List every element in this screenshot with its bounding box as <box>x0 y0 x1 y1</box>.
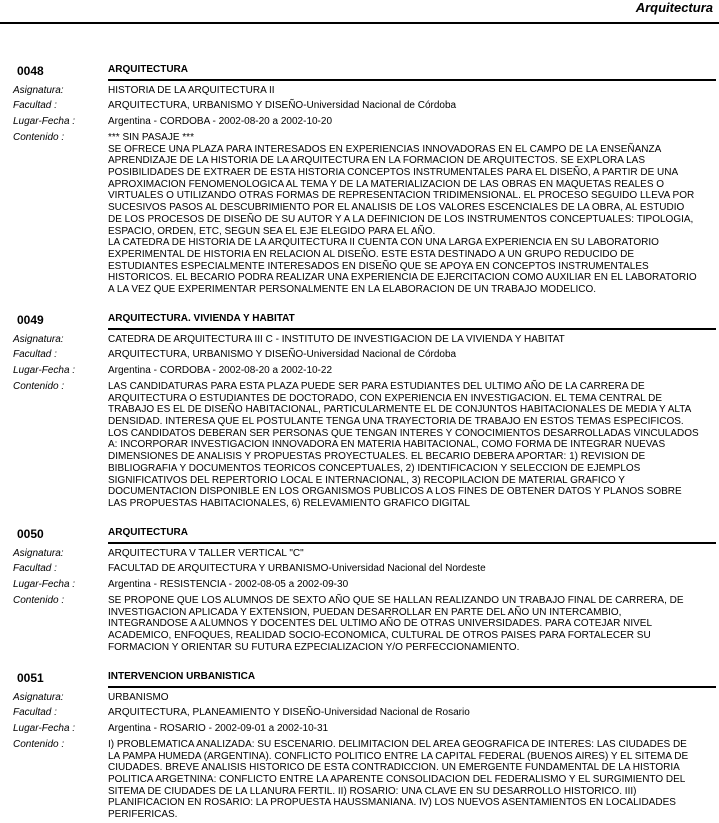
contenido-line: DOCUMENTACION DISPONIBLE EN LOS ORGANISMOS PUBLICOS A LOS FINES DE OBTENER DATOS Y PLANOS SOBRE <box>108 486 682 498</box>
field-value-lugar-fecha: Argentina - CORDOBA - 2002-08-20 a 2002-10-22 <box>108 365 333 376</box>
contenido-line: BIBLIOGRAFIA Y DOCUMENTOS TEORICOS CONCEPTUALES, 2) IDENTIFICACION Y SELECCION DE EJEMPLOS <box>108 462 641 474</box>
entry-rule <box>108 542 716 544</box>
field-label-facultad: Facultad : <box>13 707 57 718</box>
contenido-line: INVESTIGACION APLICADA Y EXTENSION, PUEDAN DESARROLLAR EN PARTE DEL AÑO UN INTERCAMBIO, <box>108 606 622 618</box>
contenido-line: ESTUDIANTES ESPECIALMENTE INTERESADOS EN DISEÑO QUE SE APOYA EN CONCEPTOS INSTRUMENTALES <box>108 260 649 272</box>
running-header: Arquitectura <box>635 0 713 15</box>
field-value-contenido <box>108 739 715 821</box>
field-value-asignatura: HISTORIA DE LA ARQUITECTURA II <box>108 85 275 96</box>
contenido-line: TRABAJO ES EL DE DISEÑO HABITACIONAL, PARTICULARMENTE EL DE CONJUNTOS HABITACIONALES DE MEDIA Y ALTA <box>108 404 692 416</box>
field-value-lugar-fecha: Argentina - ROSARIO - 2002-09-01 a 2002-10-31 <box>108 723 329 734</box>
field-value-contenido <box>108 381 715 510</box>
contenido-line: LAS PROPUESTAS HABITACIONALES, 6) RELEVAMIENTO GRAFICO DIGITAL <box>108 497 470 509</box>
field-value-contenido <box>108 595 715 653</box>
field-label-contenido: Contenido : <box>13 595 65 606</box>
field-value-asignatura: URBANISMO <box>108 692 169 703</box>
contenido-line: SE OFRECE UNA PLAZA PARA INTERESADOS EN EXPERIENCIAS INNOVADORAS EN EL CAMPO DE LA ENSEÑANZA <box>108 143 662 155</box>
entry-title: INTERVENCION URBANISTICA <box>108 671 256 682</box>
field-value-contenido <box>108 132 715 296</box>
contenido-line: I) PROBLEMATICA ANALIZADA: SU ESCENARIO. DELIMITACION DEL AREA GEOGRAFICA DE INTERES: LAS CIUDADES DE <box>108 739 687 750</box>
contenido-line: DENSIDAD. INTERESA QUE EL POSTULANTE TENGA UNA TRAYECTORIA DE TRABAJO EN ESTOS TEMAS ESPECIFICOS. <box>108 416 684 428</box>
field-label-facultad: Facultad : <box>13 563 57 574</box>
contenido-line: PLANIFICACION EN ROSARIO: LA PROPUESTA HAUSSMANIANA. IV) LOS NUEVOS ASENTAMIENTOS EN LOCALIDADES <box>108 797 676 809</box>
contenido-line: APRENDIZAJE DE LA HISTORIA DE LA ARQUITECTURA EN LA FORMACION DE ARQUITECTOS. SE EXPLORA LAS <box>108 155 645 167</box>
contenido-line: ACADEMICO, ENFOQUES, REALIDAD SOCIO-ECONOMICA, CULTURAL DE OTROS PAISES PARA FORTALECER SU <box>108 630 651 642</box>
field-value-lugar-fecha: Argentina - CORDOBA - 2002-08-20 a 2002-10-20 <box>108 116 333 127</box>
contenido-line: LA PAMPA HUMEDA (ARGENTINA). CONFLICTO POLITICO ENTRE LA CAPITAL FEDERAL (BUENOS AIRES) Y EL SITEMA DE <box>108 750 689 762</box>
field-label-asignatura: Asignatura: <box>13 692 64 703</box>
contenido-line: DE LOS PROCESOS DE DISEÑO DE SU AUTOR Y A LA DEFINICION DE LOS INSTRUMENTOS CONCEPTUALES: TIPOLOGIA, <box>108 213 694 225</box>
contenido-line: HISTORICOS. EL BECARIO PODRA REALIZAR UNA EXPERIENCIA DE EJERCITACION COMO AUXILIAR EN EL LABORATORIO <box>108 272 697 284</box>
contenido-line: EXPERIMENTAL DE HISTORIA EN RELACION AL DISEÑO. ESTE ESTA DESTINADO A UN GRUPO REDUCIDO DE <box>108 248 635 260</box>
field-value-facultad: ARQUITECTURA, PLANEAMIENTO Y DISEÑO-Universidad Nacional de Rosario <box>108 707 470 718</box>
contenido-line: A LA VEZ QUE EXPERIMENTAR PERSONALMENTE EN LA ELABORACION DE UN TRABAJO MODELICO. <box>108 283 597 295</box>
entry-rule <box>108 79 716 81</box>
contenido-line: PERIFERICAS. <box>108 809 178 821</box>
contenido-line: SITEMA DE CIUDADES DE LA LLANURA FERTIL. II) ROSARIO: UNA CLAVE EN SU DESARROLLO HISTORICO. III) <box>108 785 637 797</box>
contenido-line: POLITICA ARGETNINA: CONFLICTO ENTRE LA APARENTE CONSOLIDACION DEL FEDERALISMO Y EL SURGIMIENTO DEL <box>108 774 686 786</box>
entry-number: 0050 <box>17 527 44 541</box>
contenido-line: LA CATEDRA DE HISTORIA DE LA ARQUITECTURA II CUENTA CON UNA LARGA EXPERIENCIA EN SU LABORATORIO <box>108 237 659 249</box>
field-label-facultad: Facultad : <box>13 100 57 111</box>
field-label-asignatura: Asignatura: <box>13 334 64 345</box>
contenido-line: SUCESIVOS PASOS AL DESCUBRIMIENTO POR EL ANALISIS DE LOS VALORES ESCENCIALES DE LA OBRA, AL ESTUDIO <box>108 202 685 214</box>
entry-number: 0048 <box>17 64 44 78</box>
field-label-asignatura: Asignatura: <box>13 548 64 559</box>
entry-title: ARQUITECTURA. VIVIENDA Y HABITAT <box>108 313 295 324</box>
field-label-lugar-fecha: Lugar-Fecha : <box>13 116 76 127</box>
contenido-line: SIGNIFICATIVOS DEL REPERTORIO LOCAL E INTERNACIONAL, 3) RECOPILACION DE MATERIAL GRAFICO Y <box>108 474 625 486</box>
field-value-lugar-fecha: Argentina - RESISTENCIA - 2002-08-05 a 2002-09-30 <box>108 579 349 590</box>
contenido-line: INTEGRANDOSE A ALUMNOS Y DOCENTES DEL ULTIMO AÑO DE OTRAS UNIVERSIDADES. PARA COTEJAR NIVEL <box>108 618 653 630</box>
entry-title: ARQUITECTURA <box>108 527 188 538</box>
field-value-facultad: ARQUITECTURA, URBANISMO Y DISEÑO-Universidad Nacional de Córdoba <box>108 349 457 360</box>
contenido-line: DIMENSIONES DE ANALISIS Y PROPUESTAS PROYECTUALES. EL BECARIO DEBERA APORTAR: 1) REVISION DE <box>108 451 646 463</box>
entry-number: 0051 <box>17 671 44 685</box>
entry-rule <box>108 686 716 688</box>
contenido-line: A: INCORPORAR INVESTIGACION INNOVADORA EN MATERIA HABITACIONAL, COMO FORMA DE INTEGRAR NUEVAS <box>108 439 666 451</box>
entry-number: 0049 <box>17 313 44 327</box>
contenido-line: SE PROPONE QUE LOS ALUMNOS DE SEXTO AÑO QUE SE HALLAN REALIZANDO UN TRABAJO FINAL DE CARRERA, DE <box>108 595 684 606</box>
field-value-asignatura: CATEDRA DE ARQUITECTURA III C - INSTITUTO DE INVESTIGACION DE LA VIVIENDA Y HABITAT <box>108 334 565 345</box>
contenido-line: VIRTUALES O UTILIZANDO OTRAS FORMAS DE REPRESENTACION TRIDIMENSIONAL. EL PROCESO SEGUIDO LLEVA POR <box>108 190 695 202</box>
contenido-line: ARQUITECTURA O ESTUDIANTES DE DOCTORADO, CON EXPERIENCIA EN INVESTIGACION. EL TEMA CENTRAL DE <box>108 392 662 404</box>
contenido-line: POSIBILIDADES DE EXTRAER DE ESTA HISTORIA CONCEPTOS INSTRUMENTALES PARA EL DISEÑO, A PARTIR DE UNA <box>108 167 679 179</box>
field-label-contenido: Contenido : <box>13 381 65 392</box>
contenido-line: LOS CANDIDATOS DEBERAN SER PERSONAS QUE TENGAN INTERES Y CONOCIMIENTOS DESARROLLADAS VINCULADOS <box>108 427 699 439</box>
contenido-line: CIUDADES. BREVE ANALISIS HISTORICO DE ESTA CONTRADICCION. UN EMERGENTE FUNDAMENTAL DE LA HISTORIA <box>108 762 680 774</box>
field-label-lugar-fecha: Lugar-Fecha : <box>13 365 76 376</box>
field-label-contenido: Contenido : <box>13 739 65 750</box>
field-label-lugar-fecha: Lugar-Fecha : <box>13 579 76 590</box>
field-label-contenido: Contenido : <box>13 132 65 143</box>
field-value-asignatura: ARQUITECTURA V TALLER VERTICAL "C" <box>108 548 304 559</box>
field-value-facultad: FACULTAD DE ARQUITECTURA Y URBANISMO-Universidad Nacional del Nordeste <box>108 563 486 574</box>
contenido-line: *** SIN PASAJE *** <box>108 132 194 143</box>
contenido-line: ESPACIO, ORDEN, ETC, SEGUN SEA EL EJE ELEGIDO PARA EL AÑO. <box>108 225 436 237</box>
field-label-asignatura: Asignatura: <box>13 85 64 96</box>
field-label-facultad: Facultad : <box>13 349 57 360</box>
entry-rule <box>108 328 716 330</box>
field-label-lugar-fecha: Lugar-Fecha : <box>13 723 76 734</box>
header-rule <box>0 22 719 24</box>
contenido-line: FORMACION Y ORIENTAR SU FUTURA EZPECIALIZACION Y/O PERFECCIONAMIENTO. <box>108 641 520 653</box>
entry-title: ARQUITECTURA <box>108 64 188 75</box>
field-value-facultad: ARQUITECTURA, URBANISMO Y DISEÑO-Universidad Nacional de Córdoba <box>108 100 457 111</box>
contenido-line: LAS CANDIDATURAS PARA ESTA PLAZA PUEDE SER PARA ESTUDIANTES DEL ULTIMO AÑO DE LA CARRERA DE <box>108 381 645 392</box>
contenido-line: APROXIMACION FENOMENOLOGICA AL TEMA Y DE LA MATERIALIZACION DE LAS OBRAS EN MAQUETAS REALES O <box>108 178 665 190</box>
